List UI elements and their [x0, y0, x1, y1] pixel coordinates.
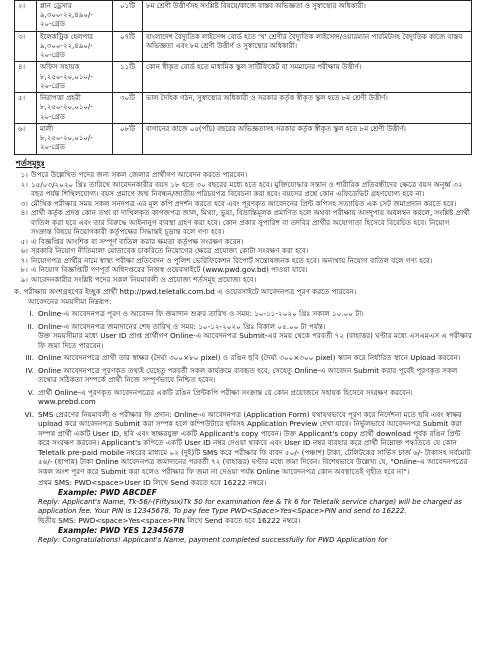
step-number: IV. — [25, 365, 34, 375]
step-text: Online আবেদনপত্রে প্রার্থী তার স্বাক্ষর (দৈর্ঘ্য ৩০০×৮০ pixel) ও রঙিন ছবি (দৈর্ঘ্য ৩০০×৩০০ pixel) স্ক্যান করে নির্ধারিত স্থানে Upload করবেন। — [38, 353, 461, 363]
step-number: III. — [25, 353, 34, 363]
table-cell-qual: বাগানের কাজে ০৫(পাঁচ) বছরের অভিজ্ঞতাসহ সরকার কর্তৃক স্বীকৃত স্কুল হতে ৮ম শ্রেণী উত্তীর্ণ। — [143, 123, 472, 154]
table-cell-count: ০১টি — [113, 1, 143, 32]
table-cell-qual: বাংলাদেশ বৈদ্যুতিক লাইসেন্স বোর্ড হতে 'খ' শ্রেণীর বৈদ্যুতিক লাইসেন্স/ওয়ারম্যান পারমিটসহ বৈদ্যুতিক কাজে বাস্তব অভিজ্ঞতা এবং ৮ম শ্রেণী উত্তীর্ণ ও সুস্বাস্থ্যের অধিকারী। — [143, 31, 472, 62]
condition-text: মৌখিক পরীক্ষার সময় সকল সনদপত্র এর মূল কপি প্রদর্শন করতে হবে এবং পূরণকৃত আবেদনের প্রিন্ট কপিসহ সত্যায়িত এক সেট জমাপ্রদান করতে হবে। — [31, 198, 457, 208]
table-cell-no: ২। — [15, 1, 37, 32]
table-row — [15, 93, 472, 124]
step-number: V. — [27, 387, 34, 397]
step-text: Online আবেদনপত্রে পূরণকৃত তথ্যই যেহেতু পরবর্তী সকল কার্যক্রমে ব্যবহৃত হবে, সেহেতু Online-এ আবেদন Submit করার পূর্বেই পূরণকৃত সকল তথ্যের সঠিকতা সম্পর্কে প্রার্থী নিজে সম্পূর্ণভাবে নিশ্চিত হবেন। — [38, 365, 458, 385]
condition-number: ৮। — [20, 265, 28, 275]
apply-subtitle: আবেদনের সময়সীমা নিম্নরূপ: — [28, 296, 112, 306]
condition-text: এ নিয়োগ বিজ্ঞপ্তিটি গণপূর্ত অধিদপ্তরের নিজস্ব ওয়েবসাইটে (www.pwd.gov.bd) পাওয়া যাবে। — [31, 265, 308, 275]
condition-text: আবেদনকারীর সংশ্লিষ্ট পদের সকল নিয়মাবলী ও প্রযোজ্য শর্তসমূহ প্রযোজ্য হবে। — [31, 274, 257, 284]
condition-text: ১৫/০৩/২০২০ খ্রিঃ তারিখে আবেদনকারীর বয়স ১৮ হতে ৩০ বছরের মধ্যে হতে হবে। মুক্তিযোদ্ধার সন্তান ও শারীরিক প্রতিবন্ধীদের ক্ষেত্রে বয়স অনূর্ধ্ব ৩২ বছর পর্যন্ত শিথিলযোগ্য। বয়স প্রমাণে জন্ম নিবন্ধন/জাতীয় পরিচয়পত্র বিবেচনা করা হবে। বয়সের প্রশ্নে কোন এফিডেভিট গ্রহণযোগ্য হবে না। — [31, 179, 463, 199]
table-cell-count: ৩০টি — [113, 93, 143, 124]
table-cell-post: অফিস সহায়ক ৮,২৫০-২০,০১০/- ২০-গ্রেড — [37, 62, 113, 93]
table-cell-no: ৩। — [15, 31, 37, 62]
table-cell-no: ৬। — [15, 123, 37, 154]
table-cell-post: নিরাপত্তা প্রহরী ৮,২৫০-২০,০১০/- ২০-গ্রেড — [37, 93, 113, 124]
condition-item — [14, 256, 472, 266]
table-row — [15, 1, 472, 32]
condition-text: সরকারি নিয়োগ নীতিমালা মোতাবেক চাকরিতে নিয়োগের ক্ষেত্রে প্রযোজ্য কোটা সংরক্ষণ করা হবে। — [31, 246, 309, 256]
step-item — [14, 388, 472, 407]
step-item — [14, 322, 472, 351]
condition-text: এ বিজ্ঞপ্তির আংশিক বা সম্পূর্ণ বাতিল করার ক্ষমতা কর্তৃপক্ষ সংরক্ষণ করেন। — [31, 236, 244, 246]
condition-number: ৫। — [20, 236, 28, 246]
table-cell-post: ইলেকট্রিক হেলপার ৯,৩০০-২২,৪৯০/- ২০-গ্রেড — [37, 31, 113, 62]
conditions-list — [14, 170, 472, 284]
step-item — [14, 366, 472, 385]
table-cell-count: ১১টি — [113, 62, 143, 93]
condition-text: উপরে উল্লেখিত পদের জন্য সকল জেলার প্রার্থীগণ আবেদন করতে পারবেন। — [31, 170, 248, 180]
condition-number: ৪। — [20, 208, 28, 218]
condition-number: ৬। — [20, 246, 28, 256]
table-cell-count: ০৭টি — [113, 31, 143, 62]
condition-item — [14, 275, 472, 285]
condition-item — [14, 265, 472, 275]
table-cell-qual: ভাল দৈহিক গঠন, সুস্বাস্থ্যের অধিকারী ও সরকার কর্তৃক স্বীকৃত স্কুল হতে ৮ম শ্রেণী উত্তীর্ণ। — [143, 93, 472, 124]
condition-item — [14, 246, 472, 256]
condition-number: ৯। — [20, 274, 28, 284]
condition-number: ৩। — [20, 198, 28, 208]
steps-list — [14, 309, 472, 476]
step-text: Online-এ আবেদনপত্র পূরণ ও আবেদন ফি জমাদান শুরুর তারিখ ও সময়: ১০-১১-২০২০ খ্রিঃ সকাল ১০.০০ টা। — [38, 309, 364, 319]
table-cell-qual: কোন স্বীকৃত বোর্ড হতে মাধ্যমিক স্কুল সার্টিফিকেট বা সমমানের পরীক্ষায় উত্তীর্ণ। — [143, 62, 472, 93]
step-text: SMS প্রেরণের নিয়মাবলী ও পরীক্ষার ফি প্রদান: Online-এ আবেদনপত্র (Application Form) যথাযথভাবে পূরণ করে নির্দেশনা মতে ছবি এবং স্বাক্ষর upload করে আবেদনপত্র Submit করা সম্পন্ন হলে কম্পিউটারে ছবিসহ Application Preview দেখা যাবে। নির্ভুলভাবে আবেদনপত্র Submit করা সম্পন্ন প্রার্থী একটি User ID, ছবি এবং স্বাক্ষরযুক্ত একটি Applicant's copy পাবেন। উক্ত Applicant's copy প্রার্থী download পূর্বক রঙিন প্রিন্ট করে সংরক্ষণ করবেন। Applicant's কপিতে একটি User ID নম্বর দেওয়া থাকবে এবং User ID নম্বর ব্যবহার করে প্রার্থী নিম্নোক্ত পদ্ধতিতে যে কোন Teletalk pre-paid mobile নম্বরের মাধ্যমে ০২ (দুই)টি SMS করে পরীক্ষার ফি বাবদ ৫০/- (পঞ্চাশ) টাকা, টেলিটকের সার্ভিস চার্জ ৬/- টাকাসহ সর্বমোট ৫৬/- (ছাপান্ন) টাকা Online আবেদনপত্র জমাদানের পরবর্তী ৭২ (বাহাত্তর) ঘণ্টার মধ্যে জমা দিবেন। বিশেষভাবে উল্লেখ্য যে, "Online-এ আবেদনপত্রের সকল অংশ পূরণ করে Submit করা হলেও পরীক্ষার ফি জমা না দেওয়া পর্যন্ত Online আবেদনপত্র কোন অবস্থাতেই গৃহীত হবে না"। — [38, 409, 471, 476]
table-cell-post: প্লান ড্রেসার ৯,৩০০-২২,৪৯০/- ২০-গ্রেড — [37, 1, 113, 32]
conditions-title: শর্তসমূহঃ — [16, 158, 45, 168]
notice-page — [14, 0, 472, 545]
sms-second: দ্বিতীয় SMS: PWD<space>Yes<space>PIN লিখে Send করতে হবে 16222 নম্বরে। — [38, 516, 301, 526]
condition-item — [14, 208, 472, 237]
step-item — [14, 410, 472, 477]
posts-table — [14, 0, 472, 155]
apply-title: ক. পরীক্ষায় অংশগ্রহণের ইচ্ছুক প্রার্থী http://pwd.teletalk.com.bd এ ওয়েবসাইটে আবেদনপত্র পূরণ করতে পারবেন। — [14, 287, 357, 297]
table-cell-no: ৪। — [15, 62, 37, 93]
condition-item — [14, 237, 472, 247]
step-item — [14, 309, 472, 319]
table-cell-no: ৫। — [15, 93, 37, 124]
condition-item — [14, 199, 472, 209]
condition-text: প্রার্থী কর্তৃক প্রদত্ত কোন তথ্য বা দাখিলকৃত কাগজপত্র জাল, মিথ্যা, ভুয়া, বিভ্রান্তিমূলক প্রমাণিত হলে অথবা পরীক্ষায় অসদুপায় অবলম্বন করলে, সংশ্লিষ্ট প্রার্থী বাতিল করা হবে এবং তার বিরুদ্ধে আইনানুগ ব্যবস্থা গ্রহণ করা হবে। কোন প্রকার সুপারিশ বা তদবির প্রার্থীর অযোগ্যতা হিসেবে বিবেচিত হবে। নিয়োগ সংক্রান্ত বিষয়ে নিয়োগকারী কর্তৃপক্ষের সিদ্ধান্তই চূড়ান্ত বলে গণ্য হবে। — [31, 208, 470, 237]
step-number: I. — [29, 309, 34, 319]
table-row — [15, 31, 472, 62]
condition-number: ২। — [20, 179, 28, 189]
step-text: প্রার্থী Online-এ পূরণকৃত আবেদনপত্রের একটি রঙিন প্রিন্টকপি পরীক্ষা সংক্রান্ত যে কোন প্রয়োজনে সহায়ক হিসেবে সংরক্ষণ করবেন। www.prebd.com — [38, 387, 413, 407]
condition-item — [14, 170, 472, 180]
reply-first: Reply: Applicant's Name, Tk-56/-(Fiftysix)Tk 50 for examination fee & Tk 6 for Teletalk service charge) will be charged as application fee. Your PIN is 12345678. To pay fee Type PWD<Space>Yes<Space>PIN and send to 16222. — [38, 497, 462, 515]
table-row — [15, 62, 472, 93]
example-first: Example: PWD ABCDEF — [58, 487, 157, 497]
table-cell-count: ০৮টি — [113, 123, 143, 154]
step-text: Online-এ আবেদনপত্র জমাদানের শেষ তারিখ ও সময়: ১০-১২-২০২০ খ্রিঃ বিকাল ০৫.০০ টা পর্যন্ত। উক্ত সময়সীমার মধ্যে User ID প্রাপ্ত প্রার্থীগণ Online-এ আবেদনপত্র Submit-এর সময় থেকে পরবর্তী ৭২ (বাহাত্তর) ঘণ্টার মধ্যে এসএমএস এ পরীক্ষার ফি জমা দিতে পারবেন। — [38, 321, 472, 350]
step-item — [14, 353, 472, 363]
condition-text: নিয়োগপত্র প্রার্থীর নামে স্বাস্থ্য পরীক্ষা প্রতিবেদন ও পুলিশ ভেরিফিকেশন রিপোর্ট সন্তোষজনক হতে হবে। অন্যথায় নিয়োগ বাতিল বলে গণ্য হবে। — [31, 255, 433, 265]
sms-first: প্রথম SMS: PWD<space>User ID লিখে Send করতে হবে 16222 নম্বরে। — [38, 478, 267, 488]
step-number: VI. — [24, 409, 34, 419]
step-number: II. — [27, 321, 34, 331]
example-second: Example: PWD YES 12345678 — [58, 525, 184, 535]
condition-number: ১। — [20, 170, 28, 180]
condition-item — [14, 180, 472, 199]
table-row — [15, 123, 472, 154]
table-cell-qual: ৮ম শ্রেণী উত্তীর্ণসহ সংশ্লিষ্ট বিষয়ে/কাজে বাস্তব অভিজ্ঞতা ও সুস্বাস্থ্যের অধিকারী। — [143, 1, 472, 32]
table-cell-post: মালী ৮,২৫০-২০,০১০/- ২০-গ্রেড — [37, 123, 113, 154]
condition-number: ৭। — [20, 255, 28, 265]
reply-second: Reply: Congratulations! Applicant's Name, payment completed successfully for PWD Application for — [38, 535, 388, 544]
